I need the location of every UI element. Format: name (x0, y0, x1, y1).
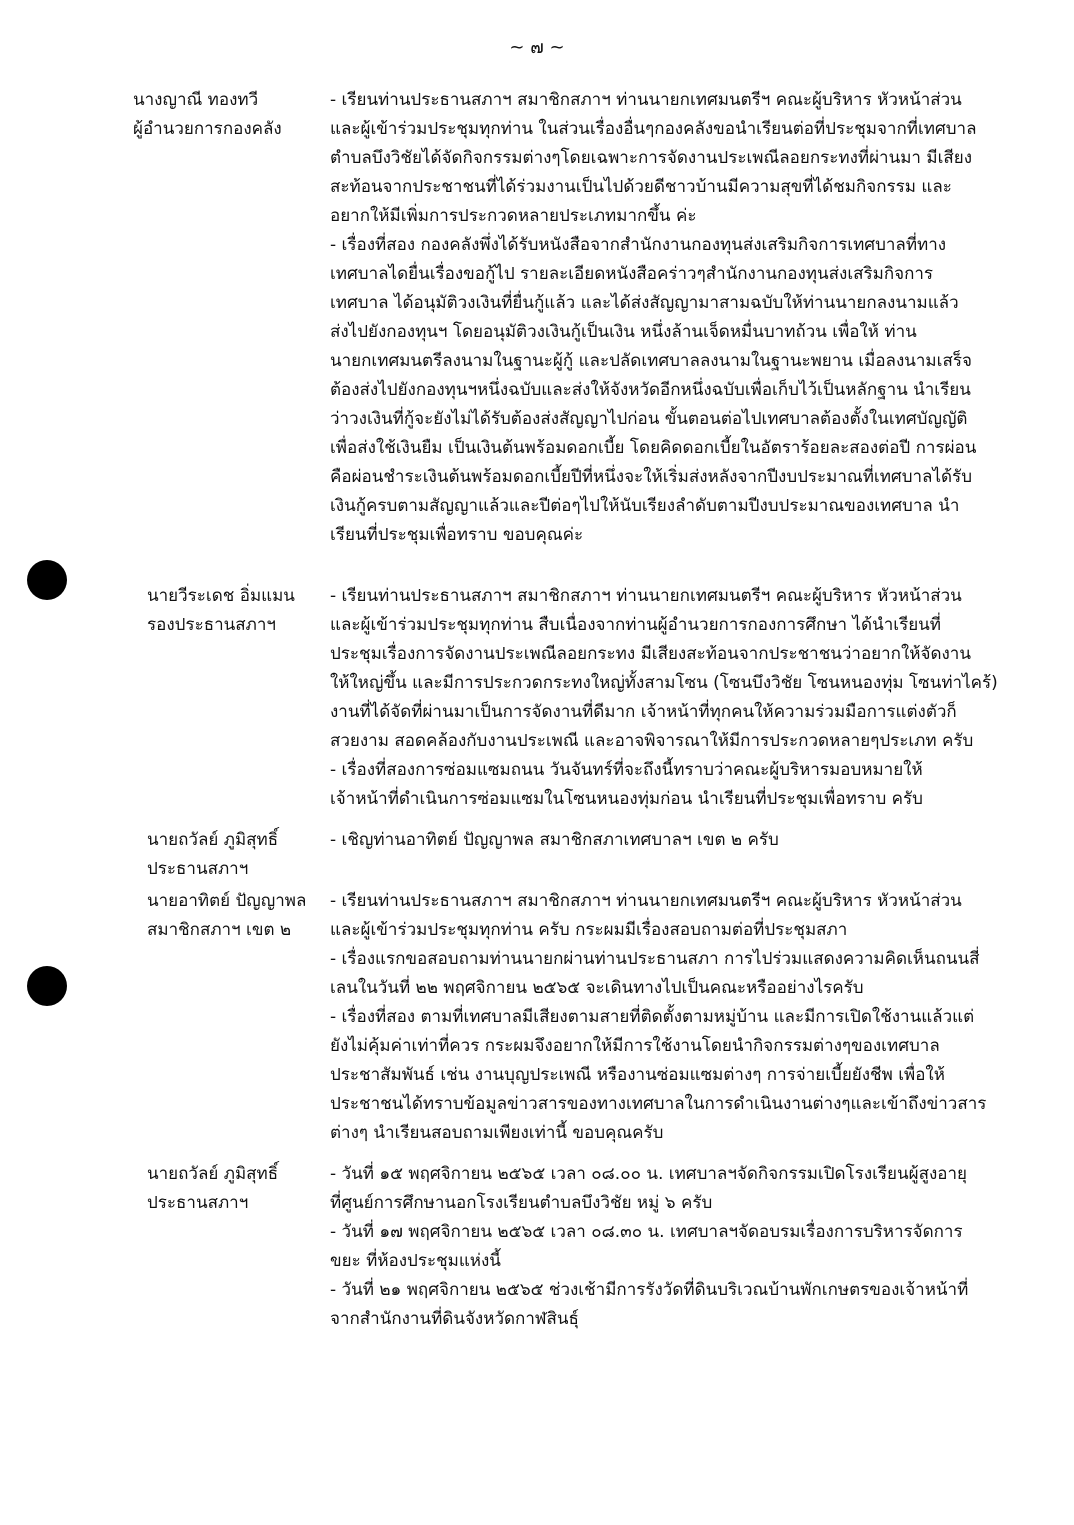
speaker-role: ประธานสภาฯ (147, 859, 249, 879)
speaker-role: ประธานสภาฯ (147, 1193, 249, 1213)
punch-hole-bottom (27, 966, 67, 1006)
speaker-name: นางญาณี ทองทวี (133, 90, 259, 110)
speech-text (330, 826, 998, 855)
speech-line: - เรียนท่านประธานสภาฯ สมาชิกสภาฯ ท่านนายกเทศมนตรีฯ คณะผู้บริหาร หัวหน้าส่วน (330, 90, 962, 110)
speech-line: - เรียนท่านประธานสภาฯ สมาชิกสภาฯ ท่านนายกเทศมนตรีฯ คณะผู้บริหาร หัวหน้าส่วน (330, 586, 962, 606)
punch-hole-top (27, 560, 67, 600)
speech-line: ว่าวงเงินที่กู้จะยังไม่ได้รับต้องส่งสัญญาไปก่อน ขั้นตอนต่อไปเทศบาลต้องตั้งในเทศบัญญัติ (330, 409, 968, 429)
speech-line: ตำบลบึงวิชัยได้จัดกิจกรรมต่างๆโดยเฉพาะการจัดงานประเพณีลอยกระทงที่ผ่านมา มีเสียง (330, 148, 973, 168)
speech-line: ประชาชนได้ทราบข้อมูลข่าวสารของทางเทศบาลในการดำเนินงานต่างๆและเข้าถึงข่าวสาร (330, 1094, 987, 1114)
speech-line: เจ้าหน้าที่ดำเนินการซ่อมแซมในโซนหนองทุ่มก่อน นำเรียนที่ประชุมเพื่อทราบ ครับ (330, 789, 923, 809)
speech-text (330, 887, 998, 1148)
speech-line: เทศบาลไดยื่นเรื่องขอกู้ไป รายละเอียดหนังสือคร่าวๆสำนักงานกองทุนส่งเสริมกิจการ (330, 264, 934, 284)
speech-line: - เรื่องแรกขอสอบถามท่านนายกผ่านท่านประธานสภา การไปร่วมแสดงความคิดเห็นถนนสี่ (330, 949, 980, 969)
speech-text (330, 1160, 998, 1334)
speech-line: เทศบาล ได้อนุมัติวงเงินที่ยื่นกู้แล้ว และได้ส่งสัญญามาสามฉบับให้ท่านนายกลงนามแล้ว (330, 293, 959, 313)
speech-line: ต่างๆ นำเรียนสอบถามเพียงเท่านี้ ขอบคุณครับ (330, 1123, 664, 1143)
speaker-name: นายอาทิตย์ ปัญญาพล (147, 891, 307, 911)
page-number: ~ ๗ ~ (509, 37, 565, 58)
speech-line: และผู้เข้าร่วมประชุมทุกท่าน สืบเนื่องจากท่านผู้อำนวยการกองการศึกษา ได้นำเรียนที่ (330, 615, 941, 635)
speech-line: - เรื่องที่สอง กองคลังพึ่งได้รับหนังสือจากสำนักงานกองทุนส่งเสริมกิจการเทศบาลที่ทาง (330, 235, 947, 255)
speaker-name: นายถวัลย์ ภูมิสุทธิ์ (147, 830, 279, 850)
speech-line: อยากให้มีเพิ่มการประกวดหลายประเภทมากขึ้น ค่ะ (330, 206, 697, 226)
speech-line: ยังไม่คุ้มค่าเท่าที่ควร กระผมจึงอยากให้มีการใช้งานโดยนำกิจกรรมต่างๆของเทศบาล (330, 1036, 940, 1056)
speech-line: ให้ใหญ่ขึ้น และมีการประกวดกระทงใหญ่ทั้งสามโซน (โซนบึงวิชัย โซนหนองทุ่ม โซนท่าไคร้) (330, 673, 998, 693)
speech-line: - เรื่องที่สอง ตามที่เทศบาลมีเสียงตามสายที่ติดตั้งตามหมู่บ้าน และมีการเปิดใช้งานแล้วแต่ (330, 1007, 975, 1027)
speech-line: - เรียนท่านประธานสภาฯ สมาชิกสภาฯ ท่านนายกเทศมนตรีฯ คณะผู้บริหาร หัวหน้าส่วน (330, 891, 962, 911)
speaker-role: สมาชิกสภาฯ เขต ๒ (147, 920, 292, 940)
speaker-name: นายถวัลย์ ภูมิสุทธิ์ (147, 1164, 279, 1184)
speech-line: ส่งไปยังกองทุนฯ โดยอนุมัติวงเงินกู้เป็นเงิน หนึ่งล้านเจ็ดหมื่นบาทถ้วน เพื่อให้ ท่าน (330, 322, 917, 342)
speech-line: และผู้เข้าร่วมประชุมทุกท่าน ครับ กระผมมีเรื่องสอบถามต่อที่ประชุมสภา (330, 920, 848, 940)
speech-line: เลนในวันที่ ๒๒ พฤศจิกายน ๒๕๖๕ จะเดินทางไปเป็นคณะหรืออย่างไรครับ (330, 978, 864, 998)
speech-line: จากสำนักงานที่ดินจังหวัดกาฬสินธุ์ (330, 1309, 579, 1329)
speaker-role: ผู้อำนวยการกองคลัง (133, 119, 282, 139)
speech-line: - วันที่ ๑๕ พฤศจิกายน ๒๕๖๕ เวลา ๐๘.๐๐ น. เทศบาลฯจัดกิจกรรมเปิดโรงเรียนผู้สูงอายุ (330, 1164, 967, 1184)
speech-line: คือผ่อนชำระเงินต้นพร้อมดอกเบี้ยปีที่หนึ่งจะให้เริ่มส่งหลังจากปีงบประมาณที่เทศบาลได้รับ (330, 467, 972, 487)
speech-line: ที่ศูนย์การศึกษานอกโรงเรียนตำบลบึงวิชัย หมู่ ๖ ครับ (330, 1193, 713, 1213)
speech-line: - เชิญท่านอาทิตย์ ปัญญาพล สมาชิกสภาเทศบาลฯ เขต ๒ ครับ (330, 830, 779, 850)
speech-text (330, 582, 998, 814)
speech-line: นายกเทศมนตรีลงนามในฐานะผู้กู้ และปลัดเทศบาลลงนามในฐานะพยาน เมื่อลงนามเสร็จ (330, 351, 972, 371)
speech-line: เงินกู้ครบตามสัญญาแล้วและปีต่อๆไปให้นับเรียงลำดับตามปีงบประมาณของเทศบาล นำ (330, 496, 960, 516)
speaker-name: นายวีระเดช อิ่มแมน (147, 586, 295, 606)
speech-line: - วันที่ ๒๑ พฤศจิกายน ๒๕๖๕ ช่วงเช้ามีการรังวัดที่ดินบริเวณบ้านพักเกษตรของเจ้าหน้าที่ (330, 1280, 969, 1300)
speech-line: เรียนที่ประชุมเพื่อทราบ ขอบคุณค่ะ (330, 525, 584, 545)
speech-line: เพื่อส่งใช้เงินยืม เป็นเงินต้นพร้อมดอกเบี้ย โดยคิดดอกเบี้ยในอัตราร้อยละสองต่อปี การผ่อน (330, 438, 977, 458)
speech-line: - วันที่ ๑๗ พฤศจิกายน ๒๕๖๕ เวลา ๐๘.๓๐ น. เทศบาลฯจัดอบรมเรื่องการบริหารจัดการ (330, 1222, 963, 1242)
speech-line: สวยงาม สอดคล้องกับงานประเพณี และอาจพิจารณาให้มีการประกวดหลายๆประเภท ครับ (330, 731, 974, 751)
speech-line: - เรื่องที่สองการซ่อมแซมถนน วันจันทร์ที่จะถึงนี้ทราบว่าคณะผู้บริหารมอบหมายให้ (330, 760, 923, 780)
speech-line: สะท้อนจากประชาชนที่ได้ร่วมงานเป็นไปด้วยดีชาวบ้านมีความสุขที่ได้ชมกิจกรรม และ (330, 177, 952, 197)
speech-line: และผู้เข้าร่วมประชุมทุกท่าน ในส่วนเรื่องอื่นๆกองคลังขอนำเรียนต่อที่ประชุมจากที่เทศบาล (330, 119, 977, 139)
speech-line: งานที่ได้จัดที่ผ่านมาเป็นการจัดงานที่ดีมาก เจ้าหน้าที่ทุกคนให้ความร่วมมือการแต่งตัวก็ (330, 702, 957, 722)
speech-line: ประชุมเรื่องการจัดงานประเพณีลอยกระทง มีเสียงสะท้อนจากประชาชนว่าอยากให้จัดงาน (330, 644, 971, 664)
speech-text (330, 86, 998, 550)
speech-line: ต้องส่งไปยังกองทุนฯหนึ่งฉบับและส่งให้จังหวัดอีกหนึ่งฉบับเพื่อเก็บไว้เป็นหลักฐาน นำเรียน (330, 380, 971, 400)
speech-line: ขยะ ที่ห้องประชุมแห่งนี้ (330, 1251, 501, 1271)
speaker-role: รองประธานสภาฯ (147, 615, 276, 635)
speech-line: ประชาสัมพันธ์ เช่น งานบุญประเพณี หรืองานซ่อมแซมต่างๆ การจ่ายเบี้ยยังชีพ เพื่อให้ (330, 1065, 945, 1085)
